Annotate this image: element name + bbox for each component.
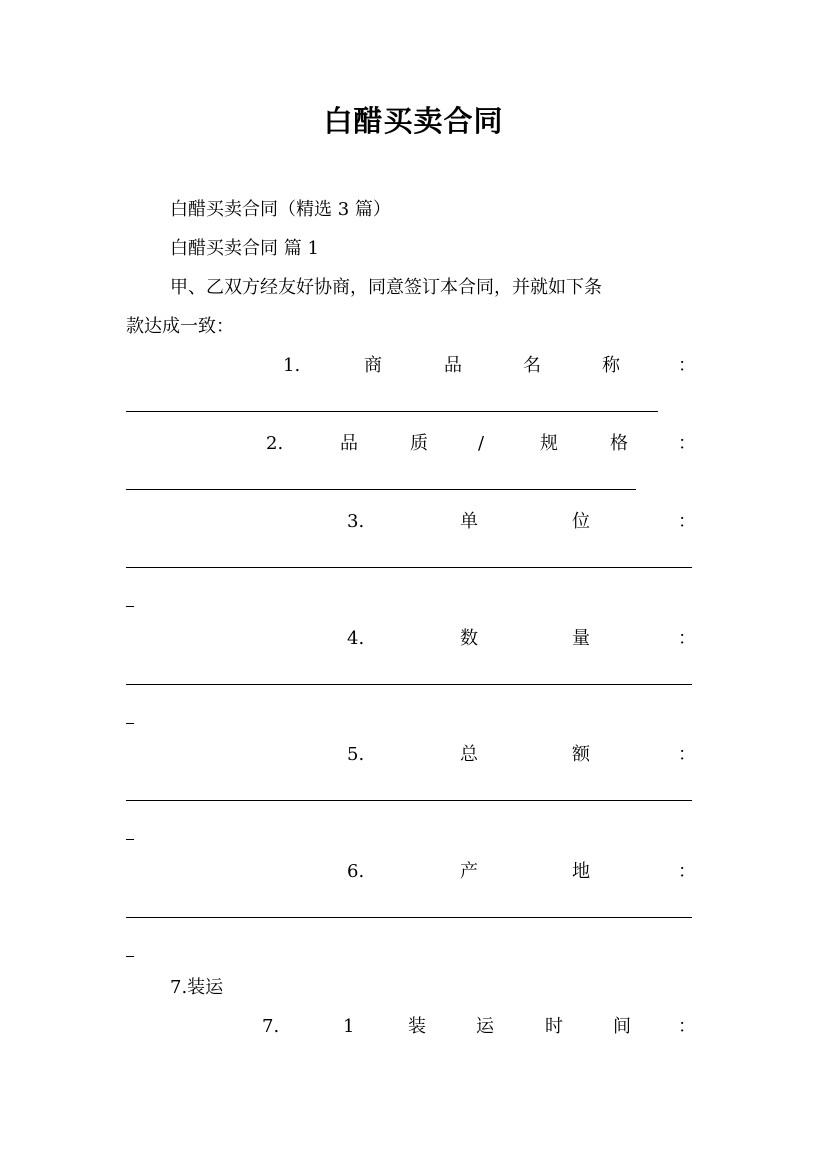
fill-in-line-overflow (126, 606, 134, 607)
item-label-char: 格 (610, 433, 628, 454)
item-label-char: 商 (364, 355, 382, 376)
item-label-char: 单 (460, 511, 478, 532)
document-title: 白醋买卖合同 (323, 104, 504, 138)
item-colon: ： (678, 1016, 696, 1037)
item-colon: ： (678, 744, 696, 765)
item-label-char: 品 (340, 433, 358, 454)
item-label-char: 质 (410, 433, 428, 454)
item-label-char: 总 (460, 744, 478, 765)
item-label-char: 间 (613, 1016, 631, 1037)
shipping-heading: 7.装运 (170, 977, 224, 998)
item-label-char: 品 (444, 355, 462, 376)
subtitle: 白醋买卖合同（精选 3 篇） (170, 199, 391, 220)
section-heading: 白醋买卖合同 篇 1 (170, 238, 319, 259)
fill-in-line-overflow (126, 839, 134, 840)
item-number: 1. (283, 355, 301, 376)
fill-in-line-overflow (126, 956, 134, 957)
item-number: 7. (262, 1016, 280, 1037)
item-colon: ： (678, 433, 696, 454)
item-number: 3. (347, 511, 365, 532)
item-colon: ： (678, 861, 696, 882)
item-label-char: 名 (523, 355, 541, 376)
intro-line-2: 款达成一致： (126, 316, 234, 337)
item-label-char: 装 (408, 1016, 426, 1037)
item-label-char: 运 (476, 1016, 494, 1037)
item-label-char: 量 (572, 628, 590, 649)
item-number: 2. (266, 433, 284, 454)
item-label-char: 额 (572, 744, 590, 765)
item-subnumber: 1 (343, 1016, 355, 1037)
item-number: 5. (347, 744, 365, 765)
fill-in-line (126, 917, 692, 918)
item-colon: ： (678, 628, 696, 649)
item-label-char: 产 (460, 861, 478, 882)
item-label-char: 位 (572, 511, 590, 532)
intro-line-1: 甲、乙双方经友好协商，同意签订本合同，并就如下条 (170, 277, 602, 298)
item-label-char: 数 (460, 628, 478, 649)
item-colon: ： (678, 511, 696, 532)
item-number: 6. (347, 861, 365, 882)
fill-in-line (126, 800, 692, 801)
item-label-char: 地 (572, 861, 590, 882)
item-number: 4. (347, 628, 365, 649)
item-label-char: 称 (602, 355, 620, 376)
item-label-char: / (478, 433, 485, 454)
item-colon: ： (678, 355, 696, 376)
fill-in-line (126, 489, 636, 490)
fill-in-line-overflow (126, 723, 134, 724)
item-label-char: 时 (545, 1016, 563, 1037)
fill-in-line (126, 684, 692, 685)
item-label-char: 规 (540, 433, 558, 454)
fill-in-line (126, 567, 692, 568)
fill-in-line (126, 411, 658, 412)
